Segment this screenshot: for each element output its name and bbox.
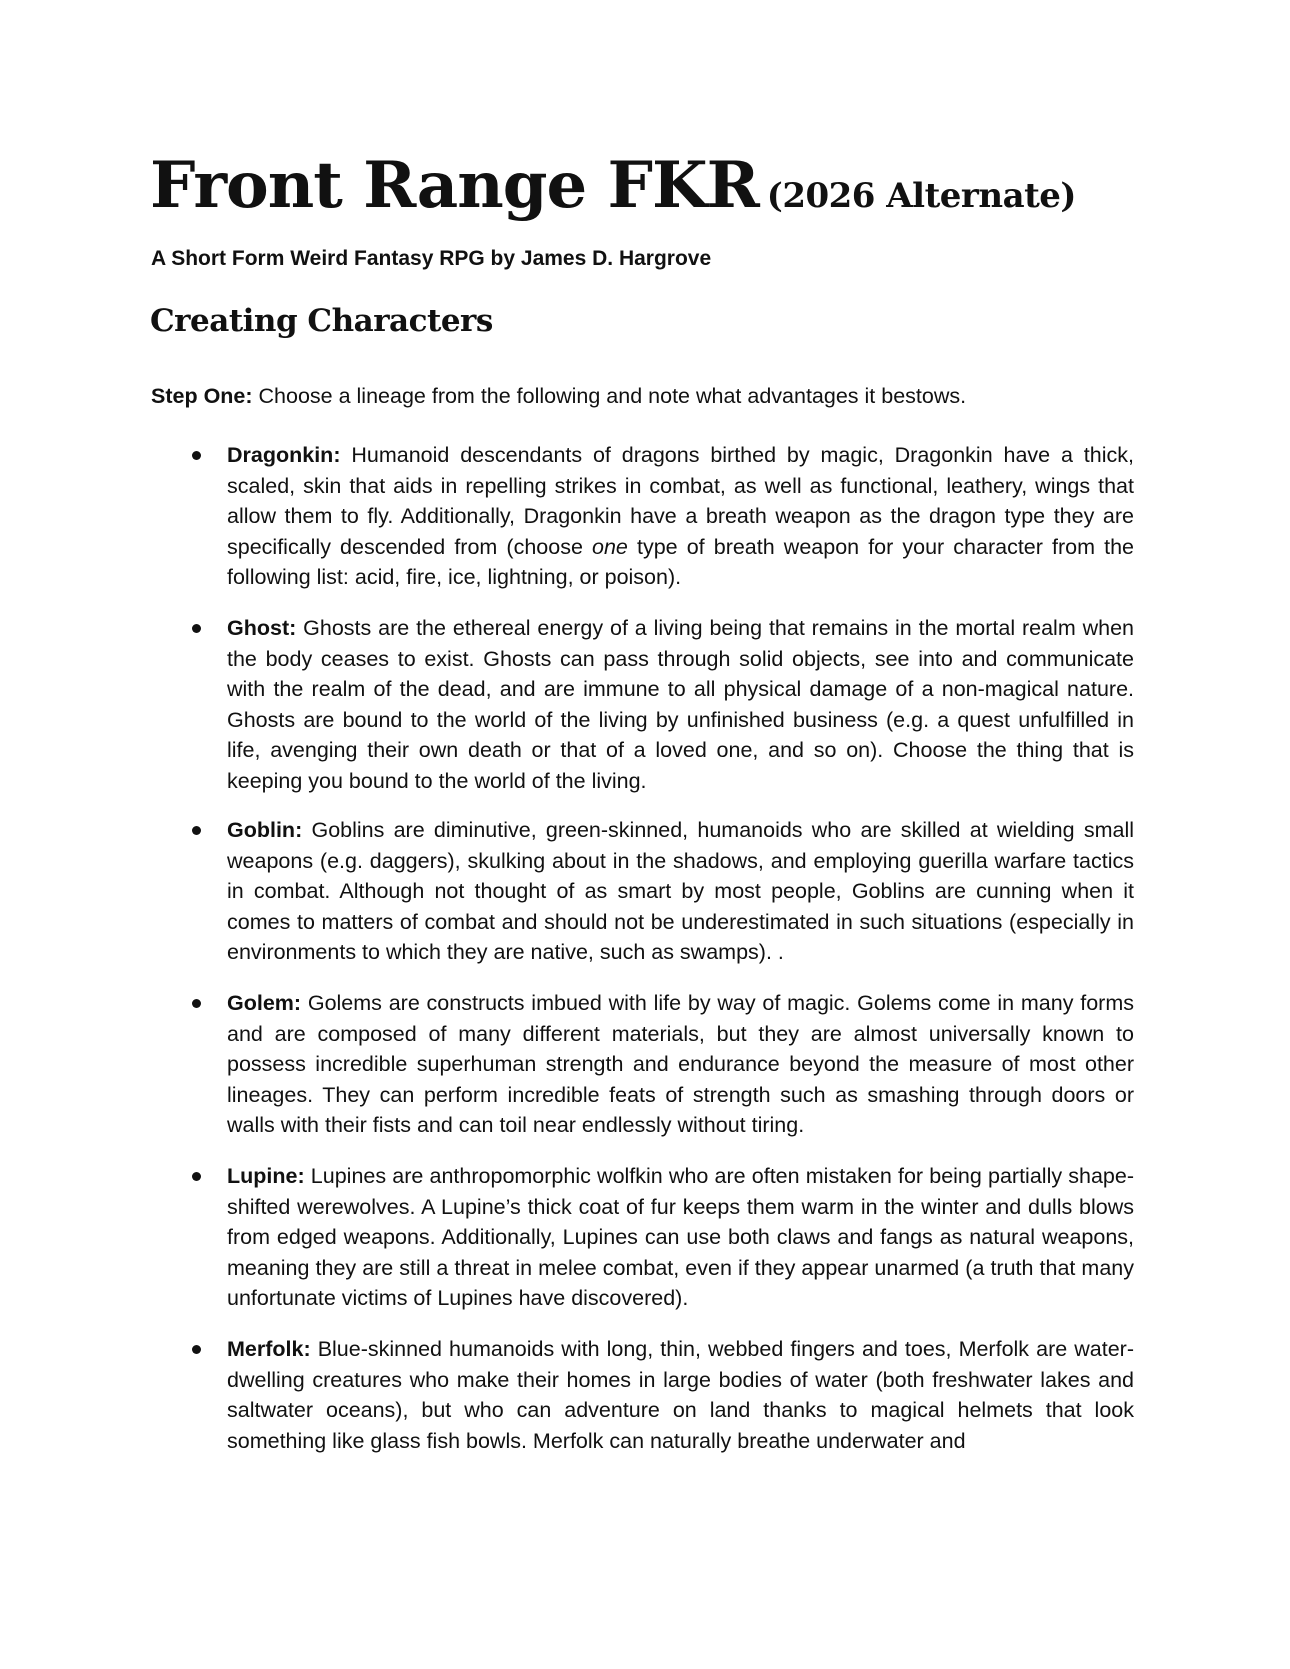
bullet-icon bbox=[192, 624, 201, 633]
bullet-icon bbox=[192, 1172, 201, 1181]
page-title bbox=[150, 148, 1076, 223]
bullet-icon bbox=[192, 451, 201, 460]
bullet-icon bbox=[192, 1345, 201, 1354]
lineage-name: Golem: bbox=[227, 991, 302, 1015]
step-one-label: Step One: bbox=[151, 384, 253, 408]
lineage-description: Golem: Golems are constructs imbued with life by way of magic. Golems come in many forms and are composed of many different materials, but they are almost universally known to possess incredible superhuman strength and endurance beyond the measure of most other lineages. They can perform incredible feats of strength such as smashing through doors or walls with their fists and can toil near endlessly without tiring. bbox=[227, 991, 1134, 1138]
bullet-icon bbox=[192, 999, 201, 1008]
lineage-description: Dragonkin: Humanoid descendants of dragons birthed by magic, Dragonkin have a thick, scaled, skin that aids in repelling strikes in combat, as well as functional, leathery, wings that allow them to fly. Additionally, Dragonkin have a breath weapon as the dragon type they are specifically descended from (choose one type of breath weapon for your character from the following list: acid, fire, ice, lightning, or poison). bbox=[227, 443, 1134, 590]
title-edition: (2026 Alternate) bbox=[766, 176, 1077, 216]
lineage-description: Merfolk: Blue-skinned humanoids with long, thin, webbed fingers and toes, Merfolk are water-dwelling creatures who make their homes in large bodies of water (both freshwater lakes and saltwater oceans), but who can adventure on land thanks to magical helmets that look something like glass fish bowls. Merfolk can naturally breathe underwater and bbox=[227, 1337, 1134, 1453]
step-one-instruction bbox=[151, 384, 966, 409]
step-one-text: Choose a lineage from the following and note what advantages it bestows. bbox=[252, 384, 967, 408]
bullet-icon bbox=[192, 826, 201, 835]
lineage-name: Dragonkin: bbox=[227, 443, 341, 467]
lineage-name: Goblin: bbox=[227, 818, 303, 842]
section-heading: Creating Characters bbox=[150, 303, 493, 339]
lineage-description: Lupine: Lupines are anthropomorphic wolfkin who are often mistaken for being partially shape-shifted werewolves. A Lupine’s thick coat of fur keeps them warm in the winter and dulls blows from edged weapons. Additionally, Lupines can use both claws and fangs as natural weapons, meaning they are still a threat in melee combat, even if they appear unarmed (a truth that many unfortunate victims of Lupines have discovered). bbox=[227, 1164, 1134, 1311]
lineage-name: Ghost: bbox=[227, 616, 297, 640]
lineage-description: Goblin: Goblins are diminutive, green-skinned, humanoids who are skilled at wielding small weapons (e.g. daggers), skulking about in the shadows, and employing guerilla warfare tactics in combat. Although not thought of as smart by most people, Goblins are cunning when it comes to matters of combat and should not be underestimated in such situations (especially in environments to which they are native, such as swamps). . bbox=[227, 818, 1134, 965]
emphasis: one bbox=[592, 534, 628, 559]
lineage-description: Ghost: Ghosts are the ethereal energy of a living being that remains in the mortal realm when the body ceases to exist. Ghosts can pass through solid objects, see into and communicate with the realm of the dead, and are immune to all physical damage of a non-magical nature. Ghosts are bound to the world of the living by unfinished business (e.g. a quest unfulfilled in life, avenging their own death or that of a loved one, and so on). Choose the thing that is keeping you bound to the world of the living. bbox=[227, 616, 1134, 793]
byline: A Short Form Weird Fantasy RPG by James D. Hargrove bbox=[151, 247, 712, 270]
lineage-name: Lupine: bbox=[227, 1164, 305, 1188]
title-main: Front Range FKR bbox=[150, 148, 759, 223]
lineage-name: Merfolk: bbox=[227, 1337, 311, 1361]
